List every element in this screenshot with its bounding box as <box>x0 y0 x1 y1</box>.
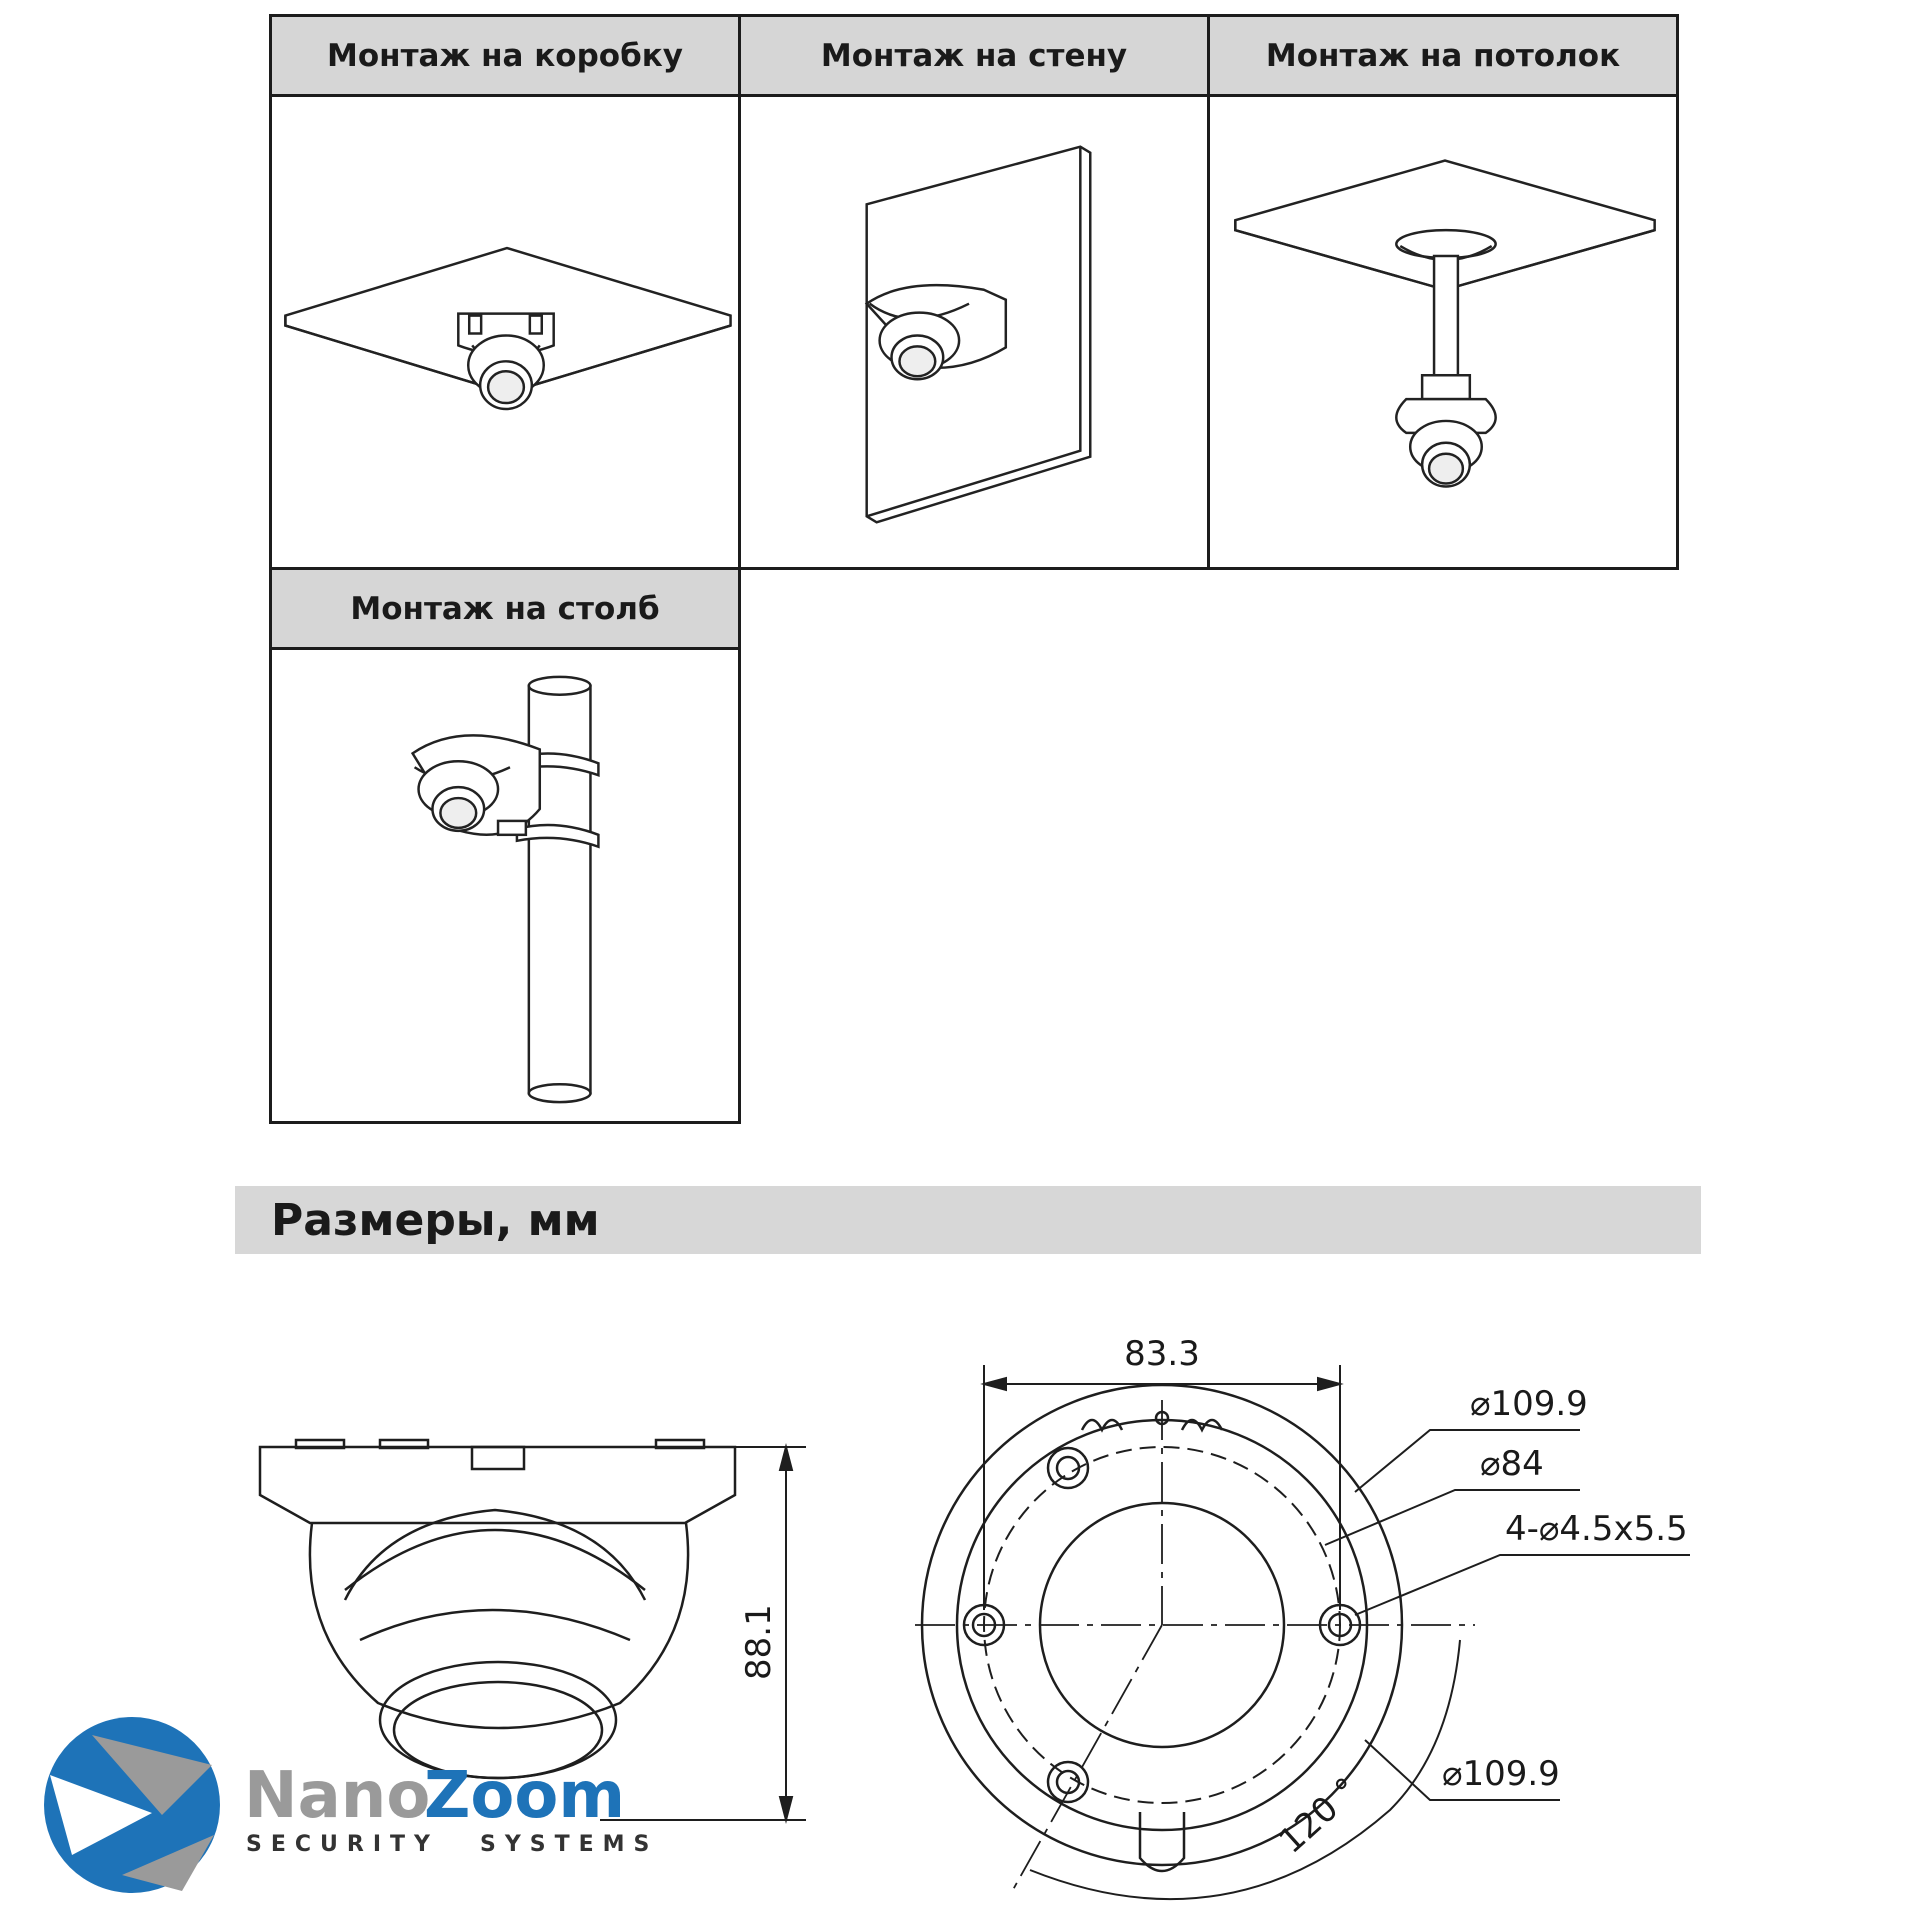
outer-diameter-label-top: ⌀109.9 <box>1470 1384 1588 1424</box>
outer-diameter-label-bottom: ⌀109.9 <box>1442 1754 1560 1794</box>
holes-spec-label: 4-⌀4.5x5.5 <box>1505 1509 1688 1549</box>
ceiling-mount-illustration <box>1210 97 1676 567</box>
logo-tagline-right: SYSTEMS <box>480 1832 652 1857</box>
camera-wall-mount-icon <box>741 97 1207 567</box>
pole-mount-illustration <box>272 650 738 1121</box>
inner-circle-diameter-label: ⌀84 <box>1480 1444 1544 1484</box>
wall-mount-cell <box>738 14 1210 570</box>
height-label: 88.1 <box>739 1604 779 1680</box>
camera-box-mount-icon <box>272 97 738 567</box>
pole-mount-cell <box>269 567 741 1124</box>
camera-pole-mount-icon <box>272 650 738 1121</box>
box-mount-illustration <box>272 97 738 567</box>
nanozoom-logo-icon <box>32 1705 652 1905</box>
camera-ceiling-mount-icon <box>1210 97 1676 567</box>
logo-tagline-left: SECURITY <box>246 1832 439 1857</box>
ceiling-mount-cell <box>1207 14 1679 570</box>
logo-name-part2: Zoom <box>424 1759 626 1833</box>
angle-label: 120 ° <box>1271 1769 1367 1862</box>
wall-mount-illustration <box>741 97 1207 567</box>
logo-name-part1: Nano <box>244 1759 431 1833</box>
nanozoom-logo <box>32 1705 652 1905</box>
box-mount-cell <box>269 14 741 570</box>
wall-mount-title: Монтаж на стену <box>741 17 1207 97</box>
dimensions-section-title: Размеры, мм <box>235 1186 1701 1254</box>
ceiling-mount-title: Монтаж на потолок <box>1210 17 1676 97</box>
center-lines <box>915 1400 1475 1895</box>
pole-mount-title: Монтаж на столб <box>272 570 738 650</box>
diameter-leaders <box>1030 1430 1690 1899</box>
box-mount-title: Монтаж на коробку <box>272 17 738 97</box>
hole-spacing-label: 83.3 <box>1124 1334 1200 1374</box>
